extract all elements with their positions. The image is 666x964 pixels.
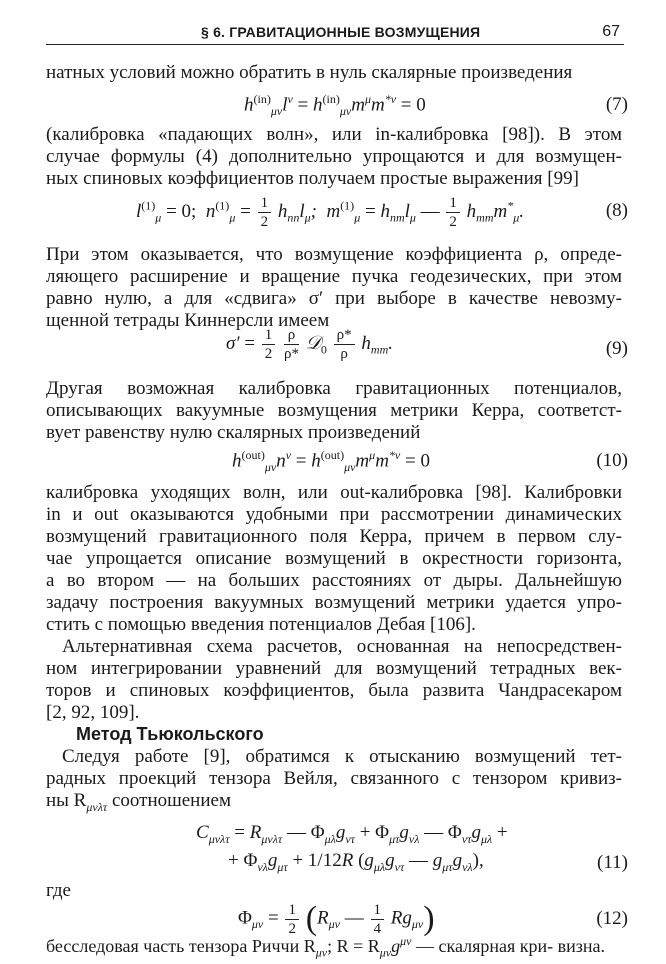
section-heading: Метод Тьюкольского <box>76 724 264 744</box>
section-title: § 6. ГРАВИТАЦИОННЫЕ ВОЗМУЩЕНИЯ <box>201 24 481 40</box>
text-line: стить с помощью введения потенциалов Дебая [106]. <box>46 614 476 635</box>
text-line: вует равенству нулю скалярных произведений <box>46 422 421 443</box>
text-line: in и out оказываются удобными при рассмотрении динамических <box>46 504 622 525</box>
text-line: торов и спиновых коэффициентов, была развита Чандрасекаром <box>46 680 622 701</box>
equation-12: $\Phi_{\mu\nu}$ = $\frac{1}{2}$ ($R_{\mu\nu}$ — $\frac{1}{4}$ $Rg_{\mu\nu}$) <box>238 900 435 937</box>
running-header <box>46 22 624 45</box>
equation-number: (7) <box>605 94 628 115</box>
text-line: Другая возможная калибровка гравитационных потенциалов, <box>46 378 622 399</box>
text-line: ляющего расширение и вращение пучка геодезических, при этом <box>46 266 622 287</box>
equation-number: (10) <box>596 450 628 471</box>
text-line: натных условий можно обратить в нуль скалярные произведения <box>46 62 573 83</box>
text-line: ны $R_{\mu\nu\lambda\tau}$ соотношением <box>46 790 231 814</box>
equation-11-line-2: + $\Phi_{\nu\lambda}g_{\mu\tau} + 1/12R$ ($g_{\mu\lambda}g_{\nu\tau}$ — $g_{\mu\tau}g_{\nu\lambda}$), <box>228 850 484 874</box>
text-line: описывающих вакуумные возмущения метрики Керра, соответст- <box>46 400 622 421</box>
equation-10: $h^{(out)}_{\mu\nu}n^\nu = h^{(out)}_{\mu\nu}m^\mu m^{*\nu} = 0$ <box>232 448 430 475</box>
text-line: задачу построения вакуумных возмущений метрики удается упро- <box>46 592 622 613</box>
text-line: щенной тетрады Киннерсли имеем <box>46 310 330 331</box>
text-line: бесследовая часть тензора Риччи $R_{\mu\nu}$; $R = R_{\mu\nu}g^{\mu\nu}$ — скалярная кри- визна. <box>46 934 606 960</box>
text-line: чае упрощается описание возмущений в окрестности горизонта, <box>46 548 622 569</box>
equation-9: σ′ = $\frac{1}{2}$ $\frac{\rho}{\rho*}$ 𝒟$_0$ $\frac{\rho*}{\rho}$ $h_{mm}$. <box>226 327 394 362</box>
page-number: 67 <box>602 23 620 40</box>
equation-7: $h^{(in)}_{\mu\nu}l^\nu = h^{(in)}_{\mu\nu}m^\mu m^{*\nu} = 0$ <box>244 92 426 119</box>
text-line: ных спиновых коэффициентов получаем простые выражения [99] <box>46 168 579 189</box>
equation-8: $l^{(1)}_\mu = 0$; $n^{(1)}_\mu$ = $\frac{1}{2}$ $h_{nn}l_\mu$; $m^{(1)}_\mu = h_{nm}l_\mu$ — $\frac{1}{2}$ $h_{mm}m^*_\mu$. <box>136 195 525 230</box>
equation-number: (11) <box>597 852 628 873</box>
text-line: радных проекций тензора Вейля, связанного с тензором кривиз- <box>46 768 622 789</box>
text-line: калибровка уходящих волн, или out-калибровка [98]. Калибровки <box>46 482 622 503</box>
text-line: [2, 92, 109]. <box>46 702 140 723</box>
text-line: а во втором — на больших расстояниях от дыры. Дальнейшую <box>46 570 622 591</box>
text-line: случае формулы (4) дополнительно упрощаются и для возмущен- <box>46 146 622 167</box>
text-line: При этом оказывается, что возмущение коэффициента ρ, опреде- <box>46 244 622 265</box>
text-line: Следуя работе [9], обратимся к отысканию возмущений тет- <box>62 746 622 767</box>
text-line: (калибровка «падающих волн», или in-калибровка [98]). В этом <box>46 124 622 145</box>
equation-number: (9) <box>605 338 628 359</box>
equation-11-line-1: $C_{\mu\nu\lambda\tau} = R_{\mu\nu\lambda\tau}$ — $\Phi_{\mu\lambda}g_{\nu\tau} + \Phi_{\mu\tau}g_{\nu\lambda}$ — $\Phi_{\nu\tau}g_{\mu\lambda}$ + <box>196 822 508 846</box>
text-line: равно нулю, а для «сдвига» σ′ при выборе в качестве невозму- <box>46 288 622 309</box>
text-gde: где <box>46 880 71 901</box>
text-line: ном интегрировании уравнений для возмущений тетрадных век- <box>46 658 622 679</box>
equation-number: (12) <box>596 908 628 929</box>
text-line: Альтернативная схема расчетов, основанная на непосредствен- <box>62 636 622 657</box>
text-line: возмущений гравитационного поля Керра, причем в первом слу- <box>46 526 622 547</box>
equation-number: (8) <box>605 200 628 221</box>
